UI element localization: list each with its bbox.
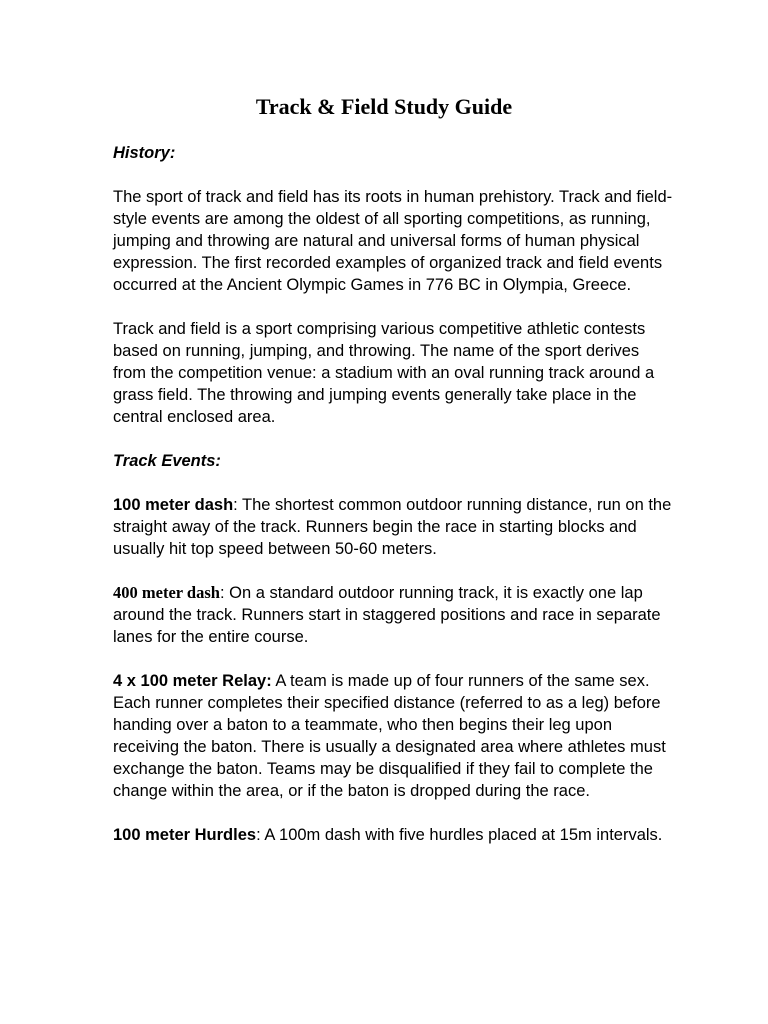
event-separator: :	[219, 584, 225, 602]
document-body	[113, 142, 673, 868]
event-description: A team is made up of four runners of the same sex. Each runner completes their specified distance (referred to as a leg) before handing over a baton to a teammate, who then begins their leg upon receiving the baton. There is usually a designated area where athletes must exchange the baton. Teams may be disqualified if they fail to complete the change within the area, or if the baton is dropped during the race.	[113, 672, 666, 800]
event-term: 4 x 100 meter Relay:	[113, 672, 272, 690]
event-description: The shortest common outdoor running distance, run on the straight away of the track. Runners begin the race in starting blocks and usually hit top speed between 50-60 meters.	[113, 496, 672, 558]
event-separator: :	[256, 826, 261, 844]
event-100m-dash	[113, 494, 673, 560]
track-events-heading: Track Events:	[113, 452, 221, 470]
event-100m-hurdles	[113, 824, 673, 846]
history-paragraph-1: The sport of track and field has its roots in human prehistory. Track and field-style events are among the oldest of all sporting competitions, as running, jumping and throwing are natural and universal forms of human physical expression. The first recorded examples of organized track and field events occurred at the Ancient Olympic Games in 776 BC in Olympia, Greece.	[113, 188, 673, 294]
event-description: On a standard outdoor running track, it is exactly one lap around the track. Runners start in staggered positions and race in separate lanes for the entire course.	[113, 584, 661, 646]
history-paragraph-2: Track and field is a sport comprising various competitive athletic contests based on running, jumping, and throwing. The name of the sport derives from the competition venue: a stadium with an oval running track around a grass field. The throwing and jumping events generally take place in the central enclosed area.	[113, 320, 655, 426]
event-term: 100 meter dash	[113, 496, 234, 514]
event-400m-dash	[113, 582, 673, 648]
event-4x100-relay	[113, 670, 673, 802]
event-separator: :	[233, 496, 238, 514]
history-heading: History:	[113, 144, 176, 162]
event-term: 400 meter dash	[113, 583, 220, 602]
document-title: Track & Field Study Guide	[255, 94, 513, 119]
event-term: 100 meter Hurdles	[113, 826, 257, 844]
event-description: A 100m dash with five hurdles placed at 15m intervals.	[260, 826, 663, 844]
